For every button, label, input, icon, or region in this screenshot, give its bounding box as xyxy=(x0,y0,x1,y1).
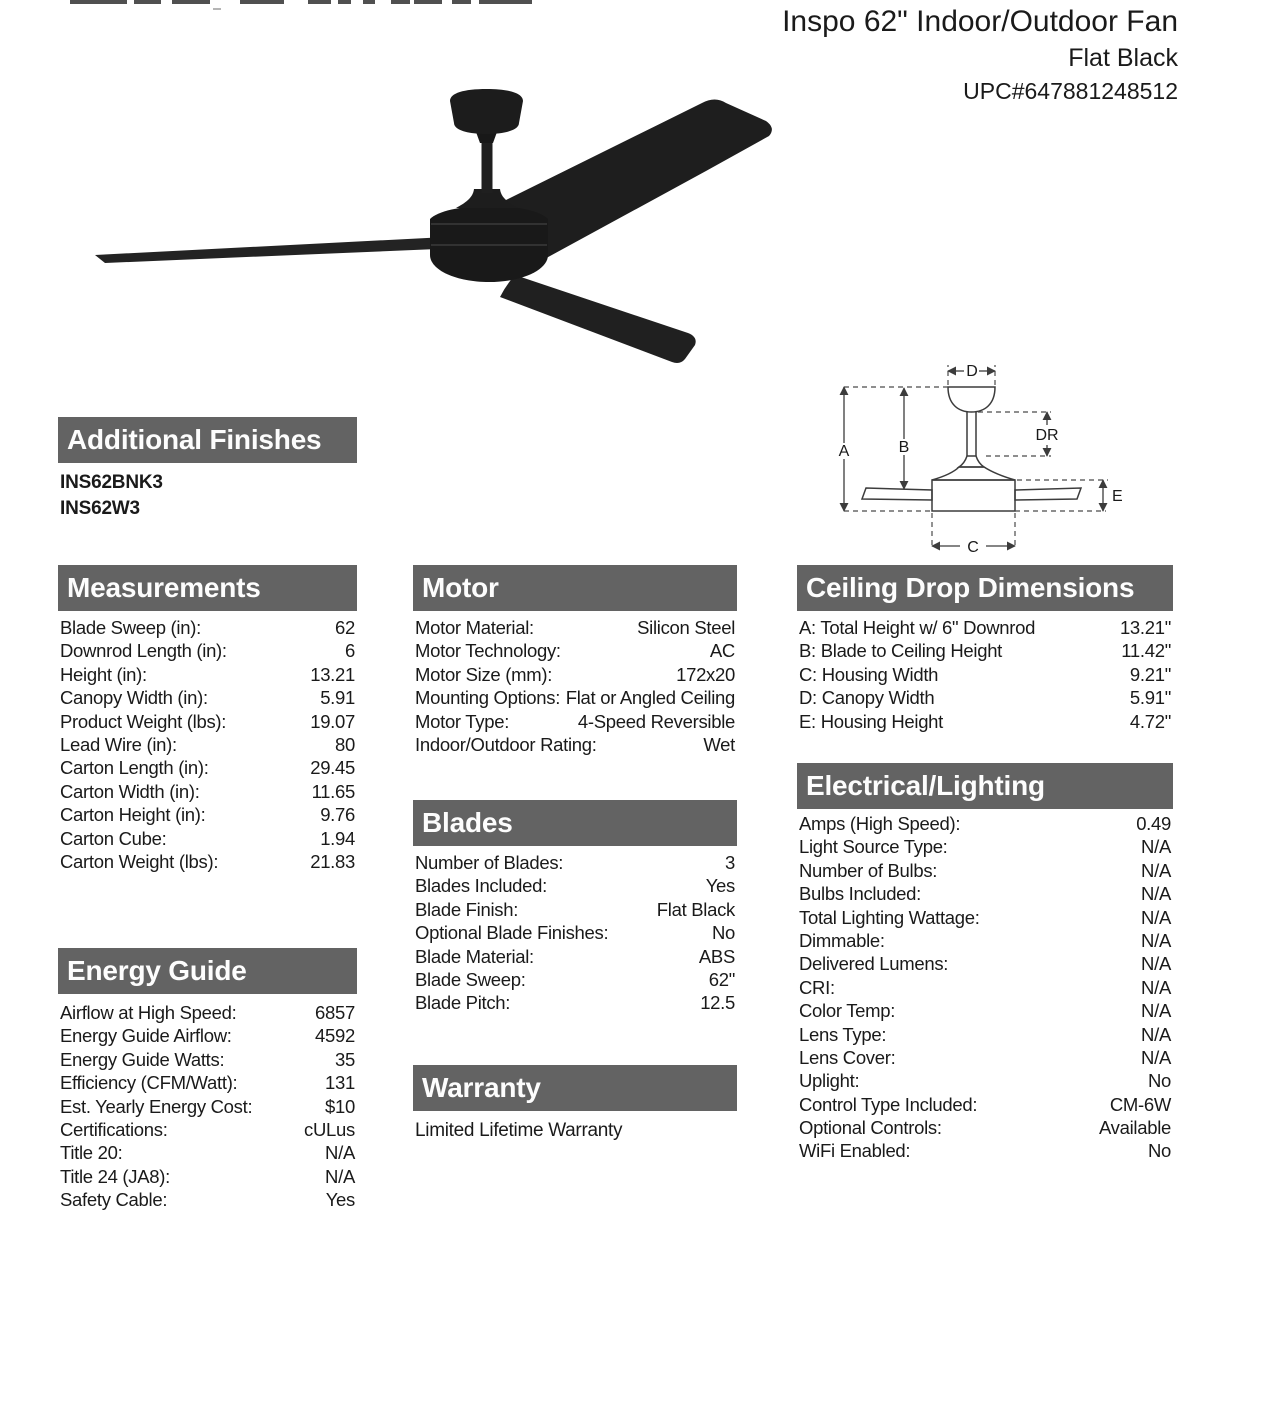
spec-label: Color Temp: xyxy=(799,1000,896,1022)
spec-label: Amps (High Speed): xyxy=(799,813,961,834)
spec-label: Canopy Width (in): xyxy=(60,687,208,709)
spec-label: Delivered Lumens: xyxy=(799,953,949,975)
spec-row xyxy=(797,835,1173,858)
spec-value: N/A xyxy=(1141,929,1171,951)
spec-value: N/A xyxy=(1141,1000,1171,1022)
spec-label: Motor Type: xyxy=(415,710,510,732)
warranty-text: Limited Lifetime Warranty xyxy=(415,1120,623,1141)
spec-row xyxy=(58,1095,357,1118)
spec-value: 62 xyxy=(335,617,355,638)
product-title: Inspo 62" Indoor/Outdoor Fan xyxy=(782,5,1178,38)
spec-label: Indoor/Outdoor Rating: xyxy=(415,733,597,755)
spec-value: N/A xyxy=(1141,836,1171,858)
spec-value: 35 xyxy=(335,1048,355,1070)
spec-label: Airflow at High Speed: xyxy=(60,1002,237,1023)
fan-blade-lower-right xyxy=(500,275,696,363)
section-header: Blades xyxy=(413,800,737,846)
spec-label: Blade Sweep (in): xyxy=(60,617,201,638)
section-additional-finishes xyxy=(58,417,357,522)
spec-label: Carton Width (in): xyxy=(60,780,200,802)
spec-value: No xyxy=(1147,1070,1171,1092)
spec-label: Mounting Options: xyxy=(415,687,561,709)
spec-rows xyxy=(797,616,1173,733)
spec-label: C: Housing Width xyxy=(799,663,939,685)
title-block xyxy=(782,3,1178,108)
spec-row xyxy=(413,945,737,968)
spec-value: N/A xyxy=(1141,953,1171,975)
cropped-text-fragment xyxy=(414,0,442,4)
spec-value: 9.76 xyxy=(320,804,355,826)
spec-row xyxy=(413,874,737,897)
product-finish: Flat Black xyxy=(1068,44,1178,72)
spec-label: Safety Cable: xyxy=(60,1189,168,1211)
spec-row xyxy=(58,1141,357,1164)
spec-value: N/A xyxy=(1141,1023,1171,1045)
spec-label: Dimmable: xyxy=(799,929,885,951)
spec-row xyxy=(797,952,1173,975)
spec-row xyxy=(797,812,1173,835)
section-header: Measurements xyxy=(58,565,357,611)
spec-value: 172x20 xyxy=(676,663,735,685)
spec-row xyxy=(58,850,357,873)
spec-label: Motor Technology: xyxy=(415,640,561,662)
spec-row xyxy=(797,882,1173,905)
spec-row xyxy=(58,1001,357,1024)
spec-row xyxy=(58,616,357,639)
spec-value: 13.21 xyxy=(310,663,355,685)
spec-row xyxy=(797,1139,1173,1162)
spec-label: Est. Yearly Energy Cost: xyxy=(60,1095,253,1117)
diagram-blade-right xyxy=(1015,488,1081,500)
spec-row xyxy=(58,803,357,826)
spec-label: Lens Cover: xyxy=(799,1046,896,1068)
spec-row xyxy=(413,616,737,639)
spec-label: Blade Pitch: xyxy=(415,992,511,1014)
spec-label: Total Lighting Wattage: xyxy=(799,906,980,928)
spec-label: Certifications: xyxy=(60,1118,168,1140)
spec-rows xyxy=(797,812,1173,1163)
spec-row xyxy=(797,1116,1173,1139)
spec-row xyxy=(58,639,357,662)
spec-value: 9.21" xyxy=(1129,663,1171,685)
cropped-text-fragment xyxy=(479,0,532,4)
spec-label: Uplight: xyxy=(799,1070,860,1092)
spec-label: Number of Blades: xyxy=(415,852,564,873)
spec-rows xyxy=(58,616,357,873)
spec-label: Title 24 (JA8): xyxy=(60,1165,170,1187)
spec-label: Motor Size (mm): xyxy=(415,663,553,685)
spec-row xyxy=(58,1024,357,1047)
diagram-label-dr: DR xyxy=(1035,427,1059,444)
spec-label: E: Housing Height xyxy=(799,710,944,732)
section-electrical-lighting xyxy=(797,763,1173,1163)
spec-label: Downrod Length (in): xyxy=(60,640,227,662)
spec-value: 19.07 xyxy=(310,710,355,732)
cropped-text-fragment xyxy=(338,0,351,4)
spec-label: Light Source Type: xyxy=(799,836,948,858)
finish-sku-list xyxy=(58,470,357,522)
spec-row xyxy=(413,991,737,1014)
spec-row xyxy=(797,1069,1173,1092)
spec-label: Bulbs Included: xyxy=(799,883,922,905)
diagram-flare xyxy=(959,456,984,467)
spec-label: Blade Sweep: xyxy=(415,968,526,990)
spec-row xyxy=(413,686,737,709)
spec-value: No xyxy=(1147,1140,1171,1162)
diagram-label-a: A xyxy=(838,443,850,460)
spec-row xyxy=(413,898,737,921)
spec-value: 11.65 xyxy=(311,780,355,802)
spec-row xyxy=(413,639,737,662)
finish-sku: INS62BNK3 xyxy=(60,472,163,493)
spec-value: AC xyxy=(709,640,735,662)
section-header: Electrical/Lighting xyxy=(797,763,1173,809)
spec-row xyxy=(58,1071,357,1094)
cropped-text-fragment xyxy=(391,0,410,4)
cropped-text-fragment xyxy=(452,0,471,4)
spec-value: 4592 xyxy=(315,1025,355,1047)
ceiling-drop-diagram xyxy=(820,355,1165,560)
spec-row xyxy=(797,929,1173,952)
fan-blade-left xyxy=(95,235,485,263)
spec-value: 0.49 xyxy=(1136,813,1171,834)
spec-value: N/A xyxy=(1141,1046,1171,1068)
spec-row xyxy=(797,1093,1173,1116)
spec-label: Title 20: xyxy=(60,1142,123,1164)
diagram-downrod xyxy=(967,412,976,456)
section-header: Warranty xyxy=(413,1065,737,1111)
spec-row xyxy=(797,906,1173,929)
spec-value: 29.45 xyxy=(310,757,355,779)
spec-label: B: Blade to Ceiling Height xyxy=(799,640,1003,662)
spec-row xyxy=(58,710,357,733)
diagram-fan-outline xyxy=(862,387,1081,511)
spec-row xyxy=(413,921,737,944)
spec-value: 5.91" xyxy=(1129,687,1171,709)
spec-value: 4.72" xyxy=(1129,710,1171,732)
spec-value: 80 xyxy=(335,733,355,755)
diagram-label-e: E xyxy=(1112,488,1123,505)
spec-label: Energy Guide Airflow: xyxy=(60,1025,232,1047)
spec-row xyxy=(58,686,357,709)
spec-row xyxy=(58,663,357,686)
spec-value: N/A xyxy=(1141,883,1171,905)
spec-value: ABS xyxy=(698,945,735,967)
diagram-blade-left xyxy=(862,488,932,500)
diagram-label-c: C xyxy=(967,539,979,556)
spec-row xyxy=(797,1023,1173,1046)
spec-value: cULus xyxy=(304,1118,355,1140)
spec-value: 11.42" xyxy=(1121,640,1171,662)
spec-row xyxy=(58,756,357,779)
spec-row xyxy=(413,710,737,733)
spec-row xyxy=(797,976,1173,999)
spec-value: N/A xyxy=(1141,859,1171,881)
cropped-text-fragment xyxy=(308,0,331,4)
spec-label: A: Total Height w/ 6" Downrod xyxy=(799,617,1036,638)
section-motor xyxy=(413,565,737,756)
spec-label: Blades Included: xyxy=(415,875,547,897)
spec-label: Lead Wire (in): xyxy=(60,733,177,755)
spec-label: Energy Guide Watts: xyxy=(60,1048,225,1070)
spec-label: Lens Type: xyxy=(799,1023,887,1045)
spec-row xyxy=(797,663,1173,686)
spec-label: Control Type Included: xyxy=(799,1093,978,1115)
cropped-text-fragment xyxy=(213,8,221,10)
cropped-text-fragment xyxy=(240,0,284,4)
spec-label: Number of Bulbs: xyxy=(799,859,938,881)
spec-value: 1.94 xyxy=(320,827,355,849)
spec-label: Blade Material: xyxy=(415,945,534,967)
diagram-cone xyxy=(932,467,1015,480)
section-warranty xyxy=(413,1065,737,1142)
diagram-label-b: B xyxy=(898,439,910,456)
spec-row xyxy=(797,639,1173,662)
spec-label: Efficiency (CFM/Watt): xyxy=(60,1072,238,1094)
spec-label: Motor Material: xyxy=(415,617,534,638)
spec-value: 6857 xyxy=(315,1002,355,1023)
spec-value: N/A xyxy=(325,1165,355,1187)
spec-value: N/A xyxy=(1141,976,1171,998)
spec-label: Height (in): xyxy=(60,663,147,685)
spec-value: N/A xyxy=(1141,906,1171,928)
section-blades xyxy=(413,800,737,1015)
spec-row xyxy=(413,968,737,991)
spec-rows xyxy=(413,851,737,1015)
cropped-text-fragment xyxy=(363,0,375,4)
section-header: Ceiling Drop Dimensions xyxy=(797,565,1173,611)
spec-label: Optional Controls: xyxy=(799,1117,942,1139)
spec-row xyxy=(797,710,1173,733)
spec-row xyxy=(58,780,357,803)
spec-label: Carton Height (in): xyxy=(60,804,206,826)
spec-value: 6 xyxy=(345,640,355,662)
spec-label: Blade Finish: xyxy=(415,898,519,920)
spec-row xyxy=(58,1188,357,1211)
spec-row xyxy=(797,999,1173,1022)
spec-label: WiFi Enabled: xyxy=(799,1140,911,1162)
spec-row xyxy=(58,1118,357,1141)
spec-value: Silicon Steel xyxy=(637,617,735,638)
spec-value: $10 xyxy=(325,1095,355,1117)
spec-row xyxy=(797,686,1173,709)
cropped-text-fragment xyxy=(172,0,210,4)
spec-value: CM-6W xyxy=(1109,1093,1171,1115)
spec-value: Wet xyxy=(703,733,735,755)
spec-value: 12.5 xyxy=(700,992,735,1014)
spec-row xyxy=(413,851,737,874)
spec-row xyxy=(58,733,357,756)
section-header: Additional Finishes xyxy=(58,417,357,463)
spec-row xyxy=(58,827,357,850)
diagram-label-d: D xyxy=(966,363,978,380)
diagram-housing xyxy=(932,480,1015,511)
spec-row xyxy=(413,663,737,686)
spec-label: Product Weight (lbs): xyxy=(60,710,227,732)
section-measurements xyxy=(58,565,357,873)
fan-motor-housing xyxy=(430,206,548,282)
spec-row xyxy=(413,733,737,756)
cropped-text-fragment xyxy=(134,0,161,4)
section-header: Energy Guide xyxy=(58,948,357,994)
spec-value: 13.21" xyxy=(1119,617,1171,638)
spec-value: 62" xyxy=(708,968,735,990)
spec-value: Flat Black xyxy=(656,898,735,920)
spec-label: Carton Length (in): xyxy=(60,757,209,779)
spec-value: Flat or Angled Ceiling xyxy=(565,687,735,709)
spec-value: Yes xyxy=(705,875,735,897)
spec-row xyxy=(58,1048,357,1071)
diagram-dimension-arrows xyxy=(844,371,1103,546)
spec-label: D: Canopy Width xyxy=(799,687,935,709)
spec-value: 131 xyxy=(325,1072,355,1094)
fan-product-image xyxy=(60,85,780,385)
spec-value: 4-Speed Reversible xyxy=(577,710,735,732)
spec-value: Yes xyxy=(325,1189,355,1211)
spec-value: 3 xyxy=(725,852,735,873)
product-upc: UPC#647881248512 xyxy=(963,78,1178,104)
spec-row xyxy=(797,616,1173,639)
spec-rows xyxy=(58,1001,357,1212)
spec-value: 21.83 xyxy=(310,850,355,872)
spec-value: N/A xyxy=(325,1142,355,1164)
section-energy-guide xyxy=(58,948,357,1212)
spec-rows xyxy=(413,616,737,756)
spec-row xyxy=(797,1046,1173,1069)
spec-row xyxy=(797,859,1173,882)
diagram-canopy xyxy=(948,387,995,412)
fan-canopy xyxy=(450,89,523,134)
spec-value: 5.91 xyxy=(320,687,355,709)
spec-label: Carton Weight (lbs): xyxy=(60,850,219,872)
spec-label: Optional Blade Finishes: xyxy=(415,922,609,944)
cropped-text-fragment xyxy=(70,0,127,4)
spec-label: Carton Cube: xyxy=(60,827,167,849)
spec-label: CRI: xyxy=(799,976,835,998)
section-ceiling-drop-dimensions xyxy=(797,565,1173,733)
spec-value: Available xyxy=(1098,1117,1171,1139)
spec-value: No xyxy=(711,922,735,944)
spec-row xyxy=(58,1165,357,1188)
finish-sku: INS62W3 xyxy=(60,498,140,519)
section-header: Motor xyxy=(413,565,737,611)
